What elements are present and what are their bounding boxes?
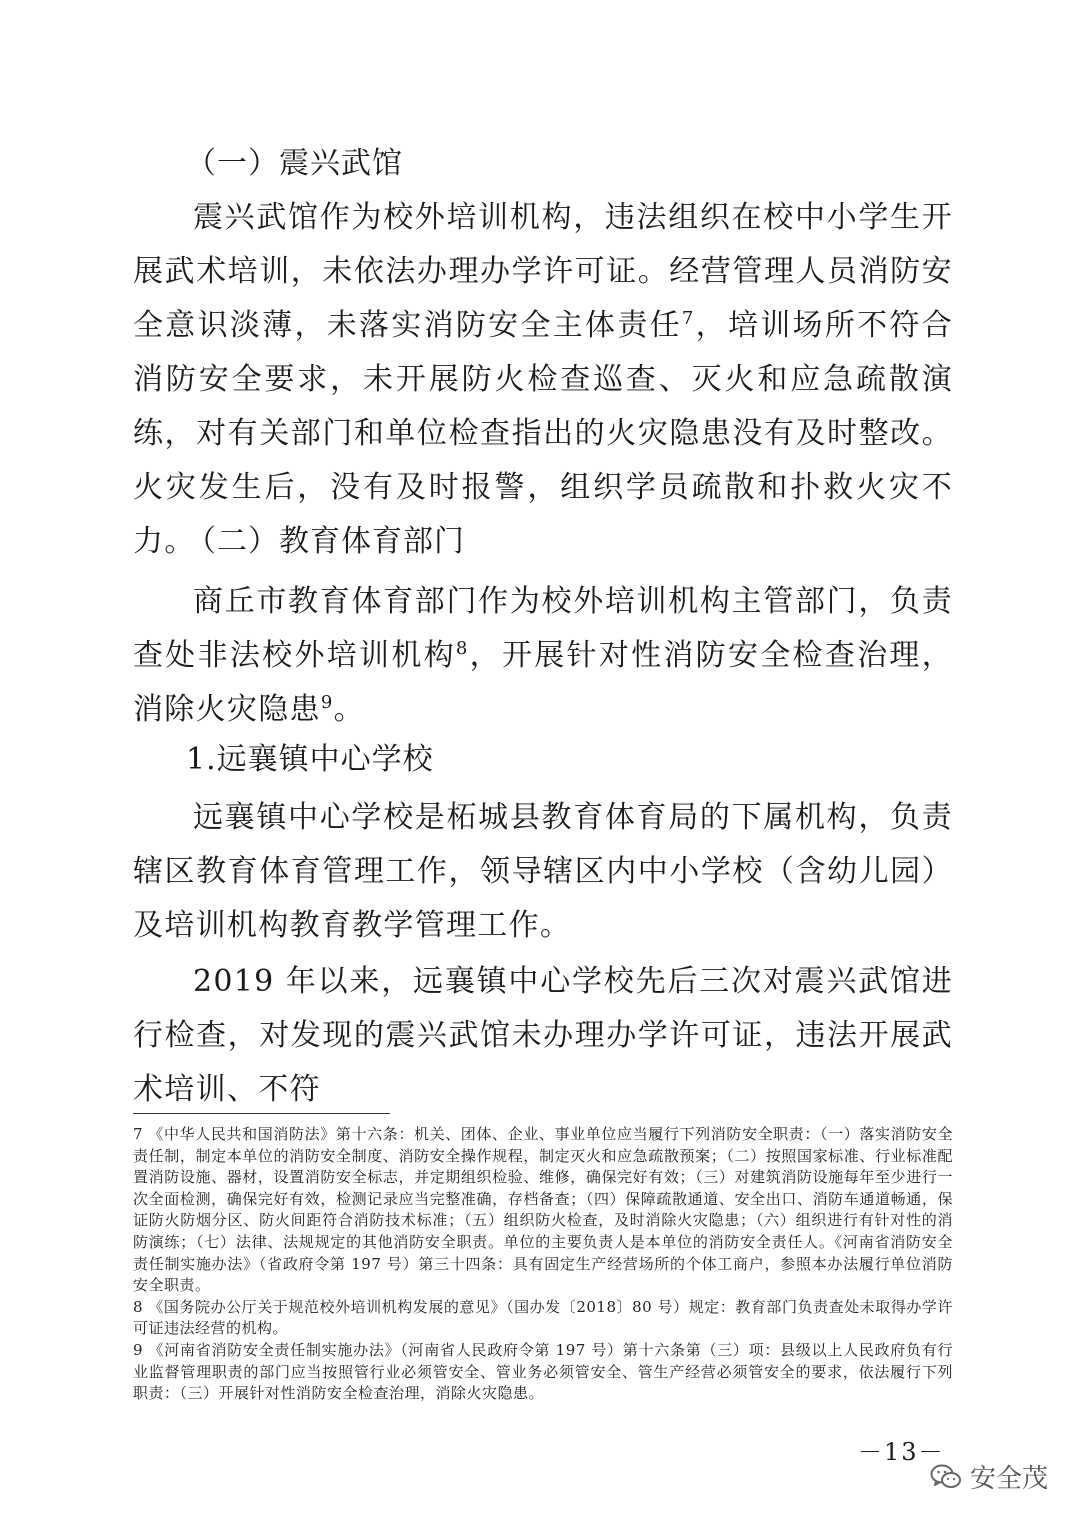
footnotes [133,1124,953,1405]
watermark [930,1458,1048,1495]
footnote-8: 8 《国务院办公厅关于规范校外培训机构发展的意见》（国办发〔2018〕80 号）规定：教育部门负责查处未取得办学许可证违法经营的机构。 [133,1297,953,1338]
section-paragraph-1 [133,191,953,569]
footnote-9: 9 《河南省消防安全责任制实施办法》（河南省人民政府令第 197 号）第十六条第（三）项：县级以上人民政府负有行业监督管理职责的部门应当按照管行业必须管安全、管业务必须管安全、管生产经营必须管安全的要求，依法履行下列职责：（三）开展针对性消防安全检查治理，消除火灾隐患。 [133,1340,953,1403]
paragraph-text: ，培训场所不符合消防安全要求，未开展防火检查巡查、灭火和应急疏散演练，对有关部门和单位检查指出的火灾隐患没有及时整改。火灾发生后，没有及时报警，组织学员疏散和扑救火灾不力。 [133,308,953,559]
paragraph-text: 震兴武馆作为校外培训机构，违法组织在校中小学生开展武术培训，未依法办理办学许可证。经营管理人员消防安全意识淡薄，未落实消防安全主体责任 [133,200,953,343]
subsection-paragraph-2: 2019 年以来，远襄镇中心学校先后三次对震兴武馆进行检查，对发现的震兴武馆未办理办学许可证，违法开展武术培训、不符 [133,964,953,1107]
section-paragraph-2 [133,575,953,737]
watermark-text: 安全茂 [970,1464,1049,1494]
wechat-icon [930,1463,962,1491]
subsection-paragraph-1: 远襄镇中心学校是柘城县教育体育局的下属机构，负责辖区教育体育管理工作，领导辖区内中小学校（含幼儿园）及培训机构教育教学管理工作。 [133,800,953,943]
footnote-ref-7[interactable]: 7 [681,308,695,329]
section-heading-1: （一）震兴武馆 [186,146,403,181]
footnote-ref-8[interactable]: 8 [455,638,469,659]
page-number: －13－ [858,1438,945,1466]
paragraph-text: 商丘市教育体育部门作为校外培训机构主管部门，负责查处非法校外培训机构 [133,584,953,673]
footnote-ref-9[interactable]: 9 [320,692,334,713]
paragraph-text: ，开展针对性消防安全检查治理，消除火灾隐患 [133,638,954,727]
paragraph-text: 。 [333,692,365,727]
subsection-heading-1: 1.远襄镇中心学校 [186,742,434,777]
section-heading-2: （二）教育体育部门 [186,524,465,559]
footnote-7: 7 《中华人民共和国消防法》第十六条：机关、团体、企业、事业单位应当履行下列消防安全职责：（一）落实消防安全责任制，制定本单位的消防安全制度、消防安全操作规程，制定灭火和应急疏散预案；（二）按照国家标准、行业标准配置消防设施、器材，设置消防安全标志，并定期组织检验、维修，确保完好有效；（三）对建筑消防设施每年至少进行一次全面检测，确保完好有效，检测记录应当完整准确，存档备查；（四）保障疏散通道、安全出口、消防车通道畅通，保证防火防烟分区、防火间距符合消防技术标准；（五）组织防火检查，及时消除火灾隐患；（六）组织进行有针对性的消防演练；（七）法律、法规规定的其他消防安全职责。单位的主要负责人是本单位的消防安全责任人。《河南省消防安全责任制实施办法》（省政府令第 197 号）第三十四条：具有固定生产经营场所的个体工商户，参照本办法履行单位消防安全职责。 [133,1125,953,1295]
footnote-separator [133,1113,390,1114]
